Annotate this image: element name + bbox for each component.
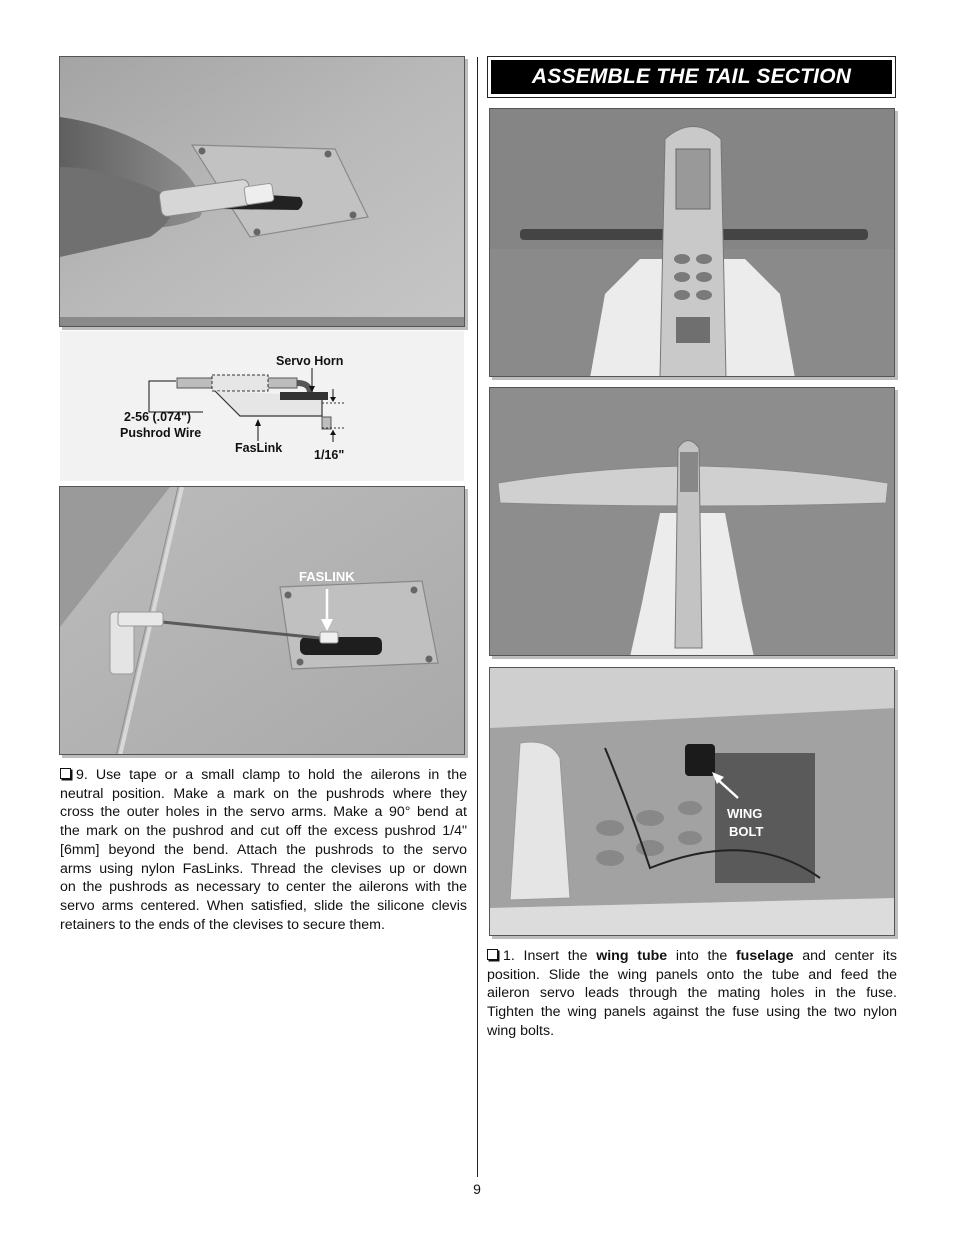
pushrod-label-line1: 2-56 (.074") <box>124 410 192 424</box>
distance-label: 1/16" <box>314 448 345 462</box>
wing-bolt-callout-line2: BOLT <box>729 824 764 839</box>
page-number: 9 <box>473 1181 481 1197</box>
section-header <box>487 56 896 98</box>
wing-bolt-callout-line1: WING <box>727 806 763 821</box>
section-title: ASSEMBLE THE TAIL SECTION <box>531 65 852 88</box>
step-9-text: 9. Use tape or a small clamp to hold the ailerons in the neutral position. Make a mark on the pushrods where they cross the outer holes in the servo arms. Make a 90° bend at the mark on the pushrod and cut off the excess pushrod 1/4" [6mm] beyond the bend. Attach the pushrods to the servo arms using nylon FasLinks. Thread the clevises up or down on the pushrods as necessary to center the ailerons with the servo arms centered. When satisfied, slide the silicone clevis retainers to the ends of the clevises to secure them. <box>60 767 467 933</box>
photo-servo-hatch-glue <box>59 56 465 327</box>
pushrod-label-line2: Pushrod Wire <box>120 426 202 440</box>
faslink-diagram <box>60 331 464 481</box>
servo-horn-label: Servo Horn <box>276 354 344 368</box>
photo-wing-bolt <box>489 667 895 936</box>
photo-wings-attached <box>489 387 895 656</box>
photo-faslink-pushrod <box>59 486 465 755</box>
column-divider <box>477 57 478 1177</box>
step-9-checkbox[interactable] <box>60 768 71 779</box>
faslink-label: FasLink <box>235 441 283 455</box>
step-1-text: 1. Insert the wing tube into the fuselage and center its position. Slide the wing panels onto the tube and feed the aileron servo leads through the mating holes in the fuse. Tighten the wing panels against the fuse using the two nylon wing bolts. <box>487 948 897 1039</box>
photo-fuselage-wing-tube <box>489 108 895 377</box>
step-1-checkbox[interactable] <box>487 949 498 960</box>
faslink-callout: FASLINK <box>299 569 355 584</box>
